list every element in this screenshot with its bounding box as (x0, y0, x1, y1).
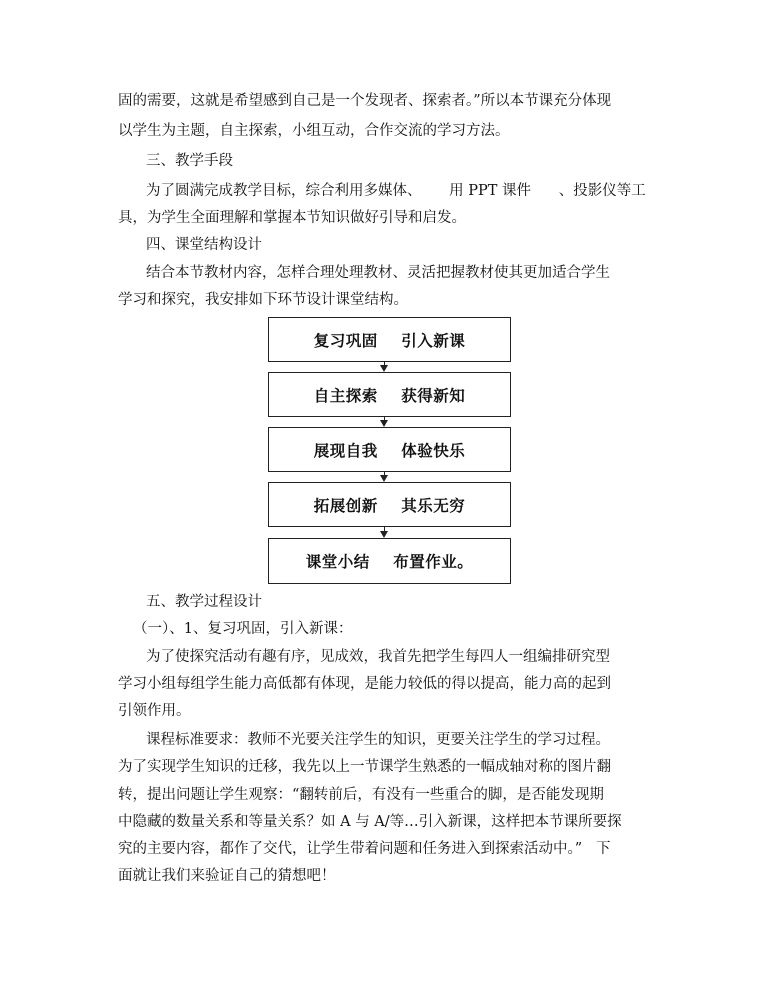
flow-step-3: 展现自我 体验快乐 (268, 427, 511, 472)
flow-arrow-icon (380, 365, 388, 372)
flow-step-4: 拓展创新 其乐无穷 (268, 482, 511, 527)
section-heading: 三、教学手段 (146, 153, 233, 169)
subsection-heading: （一）、1、复习巩固，引入新课： (133, 621, 353, 637)
paragraph-line: 转，提出问题让学生观察：“翻转前后，有没有一些重合的脚，是否能发现期 (118, 787, 604, 803)
paragraph-line: 结合本节教材内容，怎样合理处理教材、灵活把握教材使其更加适合学生 (146, 265, 610, 281)
paragraph-line: 为了实现学生知识的迁移，我先以上一节课学生熟悉的一幅成轴对称的图片翻 (118, 759, 611, 775)
paragraph-line: 固的需要，这就是希望感到自己是一个发现者、探索者。”所以本节课充分体现 (118, 93, 612, 109)
section-heading: 五、教学过程设计 (146, 594, 262, 610)
paragraph-line: 学习和探究，我安排如下环节设计课堂结构。 (118, 292, 408, 308)
paragraph-line: 具，为学生全面理解和掌握本节知识做好引导和启发。 (118, 210, 466, 226)
flow-step-2: 自主探索 获得新知 (268, 372, 511, 417)
flow-arrow-icon (380, 475, 388, 482)
flow-arrow-icon (380, 420, 388, 427)
flow-step-5: 课堂小结 布置作业。 (268, 538, 511, 584)
paragraph-line: 学习小组每组学生能力高低都有体现，是能力较低的得以提高，能力高的起到 (118, 676, 611, 692)
paragraph-line: 面就让我们来验证自己的猜想吧！ (118, 868, 336, 884)
paragraph-line: 究的主要内容，都作了交代，让学生带着问题和任务进入到探索活动中。” 下 (118, 841, 611, 857)
flow-step-1: 复习巩固 引入新课 (268, 317, 511, 362)
paragraph-line: 为了圆满完成教学目标，综合利用多媒体、 用 PPT 课件 、投影仪等工 (146, 183, 646, 199)
paragraph-line: 以学生为主题，自主探索，小组互动，合作交流的学习方法。 (118, 123, 510, 139)
paragraph-line: 引领作用。 (118, 703, 191, 719)
paragraph-line: 为了使探究活动有趣有序，见成效，我首先把学生每四人一组编排研究型 (146, 649, 610, 665)
flow-arrow-icon (380, 531, 388, 538)
section-heading: 四、课堂结构设计 (146, 237, 262, 253)
paragraph-line: 中隐藏的数量关系和等量关系？如 A 与 A/等…引入新课，这样把本节课所要探 (118, 814, 622, 830)
paragraph-line: 课程标准要求：教师不光要关注学生的知识，更要关注学生的学习过程。 (146, 732, 610, 748)
